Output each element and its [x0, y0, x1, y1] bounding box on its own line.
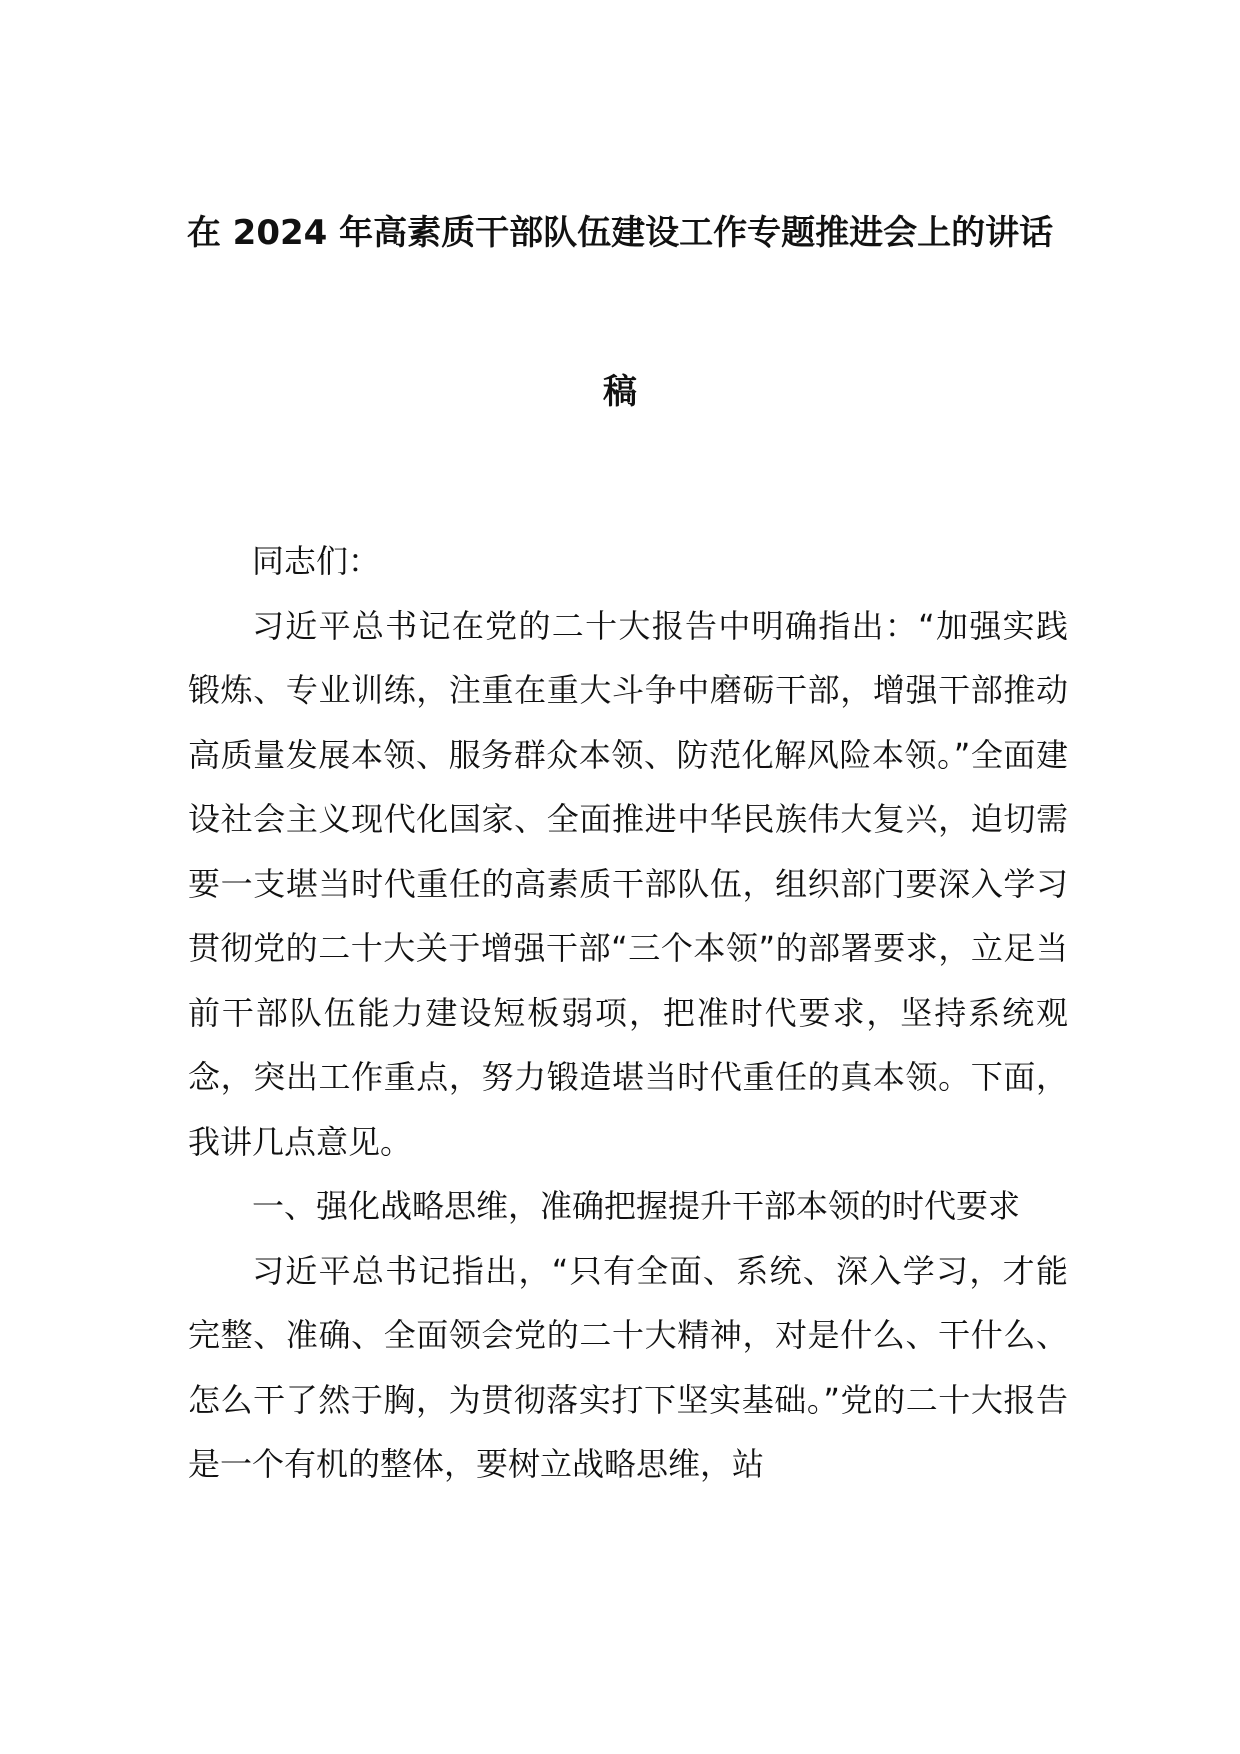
body-paragraph: 习近平总书记指出，“只有全面、系统、深入学习，才能完整、准确、全面领会党的二十大精神，对是什么、干什么、怎么干了然于胸，为贯彻落实打下坚实基础。”党的二十大报告是一个有机的整体，要树立战略思维，站: [188, 1251, 1068, 1483]
salutation-paragraph: 同志们：: [252, 542, 381, 580]
section-heading: 一、强化战略思维，准确把握提升干部本领的时代要求: [252, 1187, 1021, 1225]
document-title-line-1: 在 2024 年高素质干部队伍建设工作专题推进会上的讲话: [186, 213, 1054, 253]
document-body: [188, 529, 1068, 1497]
document-title-line-2: 稿: [603, 372, 637, 412]
body-paragraph: 习近平总书记在党的二十大报告中明确指出：“加强实践锻炼、专业训练，注重在重大斗争中磨砺干部，增强干部推动高质量发展本领、服务群众本领、防范化解风险本领。”全面建设社会主义现代化国家、全面推进中华民族伟大复兴，迫切需要一支堪当时代重任的高素质干部队伍，组织部门要深入学习贯彻党的二十大关于增强干部“三个本领”的部署要求，立足当前干部队伍能力建设短板弱项，把准时代要求，坚持系统观念，突出工作重点，努力锻造堪当时代重任的真本领。下面，我讲几点意见。: [188, 606, 1068, 1161]
